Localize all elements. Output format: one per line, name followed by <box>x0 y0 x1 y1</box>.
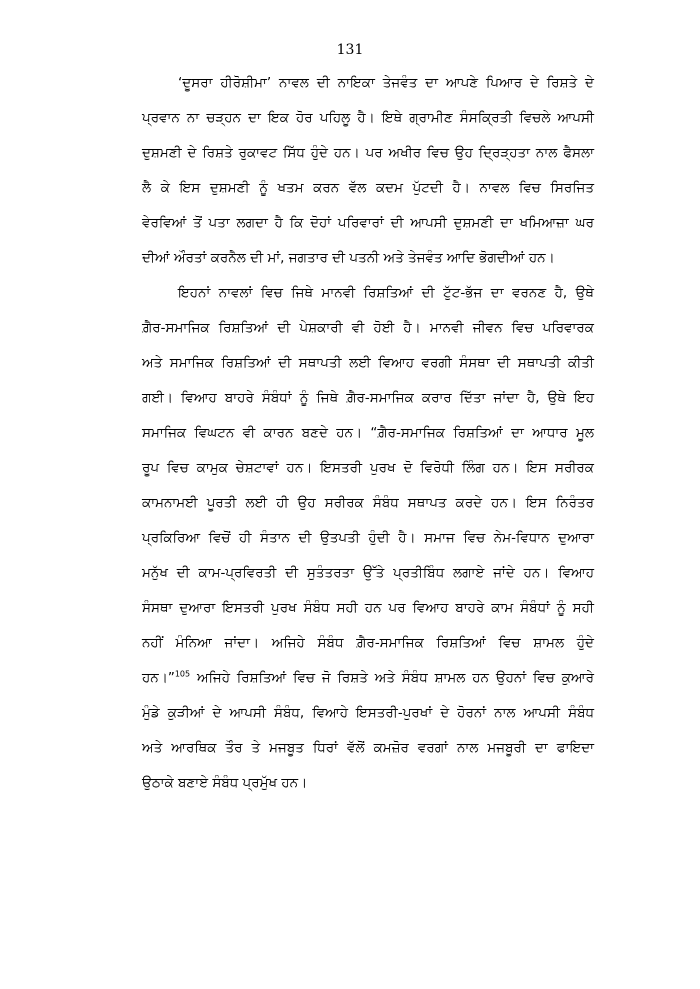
page-body <box>106 66 594 801</box>
text-line: ਮੁੰਡੇ ਕੁੜੀਆਂ ਦੇ ਆਪਸੀ ਸੰਬੰਧ, ਵਿਆਹੇ ਇਸਤਰੀ-ਪੁਰਖਾਂ ਦੇ ਹੋਰਨਾਂ ਨਾਲ ਆਪਸੀ ਸੰਬੰਧ <box>142 705 594 721</box>
text-line: ਲੈ ਕੇ ਇਸ ਦੁਸ਼ਮਣੀ ਨੂੰ ਖਤਮ ਕਰਨ ਵੱਲ ਕਦਮ ਪੁੱਟਦੀ ਹੈ। ਨਾਵਲ ਵਿਚ ਸਿਰਜਿਤ <box>142 180 594 196</box>
paragraph-1 <box>106 66 594 276</box>
text-line: ਮਨੁੱਖ ਦੀ ਕਾਮ-ਪ੍ਰਵਿਰਤੀ ਦੀ ਸੁਤੰਤਰਤਾ ਉੱਤੇ ਪ੍ਰਤੀਬਿੰਧ ਲਗਾਏ ਜਾਂਦੇ ਹਨ। ਵਿਆਹ <box>142 565 594 581</box>
text-line: ਅਤੇ ਆਰਥਿਕ ਤੌਰ ਤੇ ਮਜਬੂਤ ਧਿਰਾਂ ਵੱਲੋਂ ਕਮਜ਼ੋਰ ਵਰਗਾਂ ਨਾਲ ਮਜਬੂਰੀ ਦਾ ਫਾਇਦਾ <box>142 740 594 756</box>
footnote-ref[interactable]: 105 <box>174 669 191 679</box>
text-line-continuation: ਅਜਿਹੇ ਰਿਸ਼ਤਿਆਂ ਵਿਚ ਜੋ ਰਿਸ਼ਤੇ ਅਤੇ ਸੰਬੰਧ ਸ਼ਾਮਲ ਹਨ ਉਹਨਾਂ ਵਿਚ ਕੁਆਰੇ <box>196 670 594 686</box>
text-line: ਉਠਾਕੇ ਬਣਾਏ ਸੰਬੰਧ ਪ੍ਰਮੁੱਖ ਹਨ। <box>142 775 308 791</box>
text-line: ਨਹੀਂ ਮੰਨਿਆ ਜਾਂਦਾ। ਅਜਿਹੇ ਸੰਬੰਧ ਗ਼ੈਰ-ਸਮਾਜਿਕ ਰਿਸ਼ਤਿਆਂ ਵਿਚ ਸ਼ਾਮਲ ਹੁੰਦੇ <box>142 635 594 651</box>
text-line: ਗਈ। ਵਿਆਹ ਬਾਹਰੇ ਸੰਬੰਧਾਂ ਨੂੰ ਜਿਥੇ ਗ਼ੈਰ-ਸਮਾਜਿਕ ਕਰਾਰ ਦਿੱਤਾ ਜਾਂਦਾ ਹੈ, ਉਥੇ ਇਹ <box>142 390 594 406</box>
quote-end: ਹਨ।” <box>142 670 175 686</box>
page-number: 131 <box>336 42 364 58</box>
text-line: ਸੰਸਥਾ ਦੁਆਰਾ ਇਸਤਰੀ ਪੁਰਖ ਸੰਬੰਧ ਸਹੀ ਹਨ ਪਰ ਵਿਆਹ ਬਾਹਰੇ ਕਾਮ ਸੰਬੰਧਾਂ ਨੂੰ ਸਹੀ <box>142 600 594 616</box>
paragraph-2 <box>106 276 594 801</box>
text-line: ਇਹਨਾਂ ਨਾਵਲਾਂ ਵਿਚ ਜਿਥੇ ਮਾਨਵੀ ਰਿਸ਼ਤਿਆਂ ਦੀ ਟੁੱਟ-ਭੱਜ ਦਾ ਵਰਨਣ ਹੈ, ਉਥੇ <box>178 285 594 301</box>
text-line: ਸਮਾਜਿਕ ਵਿਘਟਨ ਵੀ ਕਾਰਨ ਬਣਦੇ ਹਨ। “ਗ਼ੈਰ-ਸਮਾਜਿਕ ਰਿਸ਼ਤਿਆਂ ਦਾ ਆਧਾਰ ਮੂਲ <box>142 425 594 441</box>
text-line: ਕਾਮਨਾਮਈ ਪੂਰਤੀ ਲਈ ਹੀ ਉਹ ਸਰੀਰਕ ਸੰਬੰਧ ਸਥਾਪਤ ਕਰਦੇ ਹਨ। ਇਸ ਨਿਰੰਤਰ <box>142 495 594 511</box>
text-line: ਗ਼ੈਰ-ਸਮਾਜਿਕ ਰਿਸ਼ਤਿਆਂ ਦੀ ਪੇਸ਼ਕਾਰੀ ਵੀ ਹੋਈ ਹੈ। ਮਾਨਵੀ ਜੀਵਨ ਵਿਚ ਪਰਿਵਾਰਕ <box>142 320 594 336</box>
text-line: ਵੇਰਵਿਆਂ ਤੋਂ ਪਤਾ ਲਗਦਾ ਹੈ ਕਿ ਦੋਹਾਂ ਪਰਿਵਾਰਾਂ ਦੀ ਆਪਸੀ ਦੁਸ਼ਮਣੀ ਦਾ ਖਮਿਆਜ਼ਾ ਘਰ <box>142 215 594 231</box>
text-line: ਦੁਸ਼ਮਣੀ ਦੇ ਰਿਸ਼ਤੇ ਰੁਕਾਵਟ ਸਿੱਧ ਹੁੰਦੇ ਹਨ। ਪਰ ਅਖੀਰ ਵਿਚ ਉਹ ਦ੍ਰਿੜ੍ਹਤਾ ਨਾਲ ਫੈਸਲਾ <box>142 145 594 161</box>
text-line-with-footnote <box>106 661 594 696</box>
text-line: ਪ੍ਰਵਾਨ ਨਾ ਚੜ੍ਹਨ ਦਾ ਇਕ ਹੋਰ ਪਹਿਲੂ ਹੈ। ਇਥੇ ਗ੍ਰਾਮੀਣ ਸੰਸਕ੍ਰਿਤੀ ਵਿਚਲੇ ਆਪਸੀ <box>142 110 594 126</box>
text-line: ਰੂਪ ਵਿਚ ਕਾਮੁਕ ਚੇਸ਼ਟਾਵਾਂ ਹਨ। ਇਸਤਰੀ ਪੁਰਖ ਦੋ ਵਿਰੋਧੀ ਲਿੰਗ ਹਨ। ਇਸ ਸਰੀਰਕ <box>142 460 594 476</box>
text-line: ਦੀਆਂ ਔਰਤਾਂ ਕਰਨੈਲ ਦੀ ਮਾਂ, ਜਗਤਾਰ ਦੀ ਪਤਨੀ ਅਤੇ ਤੇਜਵੰਤ ਆਦਿ ਭੋਗਦੀਆਂ ਹਨ। <box>142 250 555 266</box>
text-line: ਅਤੇ ਸਮਾਜਿਕ ਰਿਸ਼ਤਿਆਂ ਦੀ ਸਥਾਪਤੀ ਲਈ ਵਿਆਹ ਵਰਗੀ ਸੰਸਥਾ ਦੀ ਸਥਾਪਤੀ ਕੀਤੀ <box>142 355 594 371</box>
text-line: ‘ਦੂਸਰਾ ਹੀਰੋਸ਼ੀਮਾ’ ਨਾਵਲ ਦੀ ਨਾਇਕਾ ਤੇਜਵੰਤ ਦਾ ਆਪਣੇ ਪਿਆਰ ਦੇ ਰਿਸ਼ਤੇ ਦੇ <box>178 75 594 91</box>
text-line: ਪ੍ਰਕਿਰਿਆ ਵਿਚੋਂ ਹੀ ਸੰਤਾਨ ਦੀ ਉਤਪਤੀ ਹੁੰਦੀ ਹੈ। ਸਮਾਜ ਵਿਚ ਨੇਮ-ਵਿਧਾਨ ਦੁਆਰਾ <box>142 530 594 546</box>
